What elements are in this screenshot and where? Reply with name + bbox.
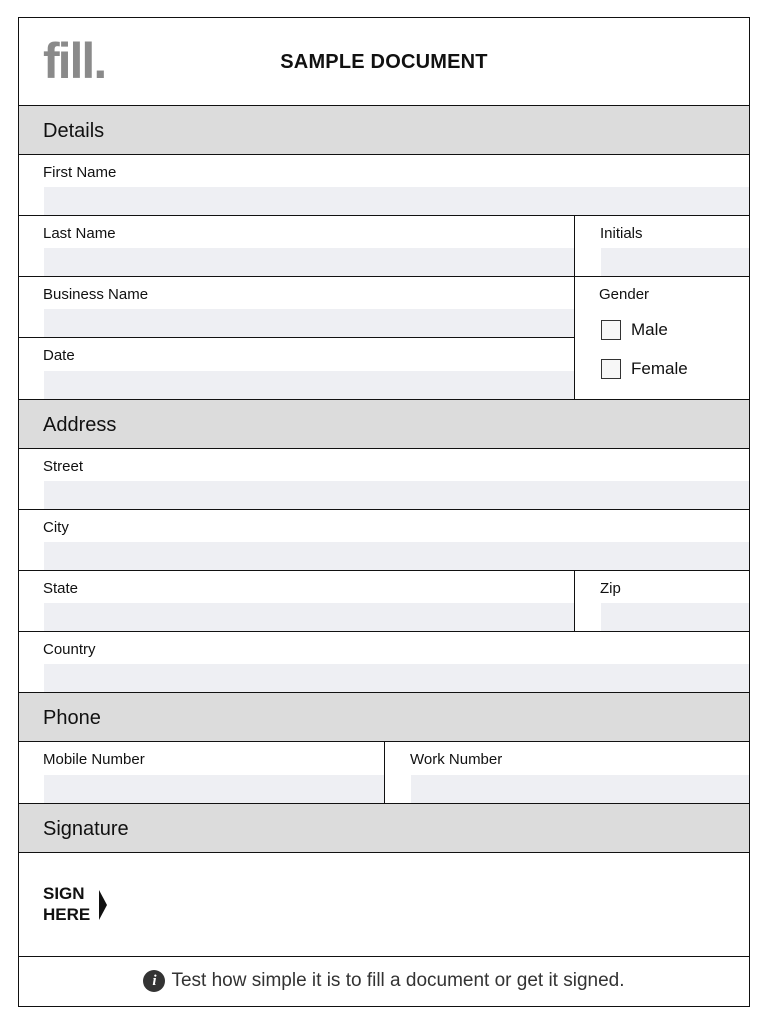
mobile-number-field (19, 742, 384, 803)
initials-input[interactable] (601, 248, 749, 276)
section-details (19, 106, 749, 155)
state-field (19, 571, 574, 631)
row-phone-numbers (19, 742, 749, 804)
section-signature-title: Signature (43, 818, 129, 840)
state-input[interactable] (44, 603, 574, 631)
last-name-input[interactable] (44, 248, 574, 276)
divider (574, 571, 575, 631)
male-label: Male (631, 320, 668, 339)
street-input[interactable] (44, 481, 749, 509)
section-phone-title: Phone (43, 707, 101, 729)
gender-option-female[interactable] (601, 359, 688, 379)
row-city (19, 510, 749, 571)
female-label: Female (631, 359, 688, 378)
zip-label: Zip (600, 580, 621, 597)
country-input[interactable] (44, 664, 749, 692)
row-last-name (19, 216, 749, 277)
business-name-label: Business Name (43, 286, 149, 303)
first-name-label: First Name (43, 164, 117, 181)
sign-here-label[interactable] (43, 883, 90, 925)
row-state-zip (19, 571, 749, 632)
street-label: Street (43, 458, 84, 475)
mobile-number-label: Mobile Number (43, 751, 145, 768)
date-label: Date (43, 347, 75, 364)
first-name-field (19, 155, 749, 215)
work-number-label: Work Number (410, 751, 503, 768)
divider (384, 742, 385, 803)
zip-input[interactable] (601, 603, 749, 631)
row-street (19, 449, 749, 510)
divider (574, 277, 575, 399)
document-title: SAMPLE DOCUMENT (280, 51, 488, 73)
initials-field (576, 216, 749, 276)
info-icon: i (143, 970, 165, 992)
sign-here-line1: SIGN (43, 884, 85, 903)
city-label: City (43, 519, 69, 536)
gender-option-male[interactable] (601, 320, 668, 340)
date-input[interactable] (44, 371, 574, 399)
last-name-label: Last Name (43, 225, 116, 242)
male-checkbox[interactable] (601, 320, 621, 340)
document-form (18, 17, 750, 1007)
country-label: Country (43, 641, 96, 658)
city-field (19, 510, 749, 570)
country-field (19, 632, 749, 692)
last-name-field (19, 216, 574, 276)
section-phone (19, 693, 749, 742)
section-address-title: Address (43, 414, 117, 436)
section-details-title: Details (43, 120, 105, 142)
initials-label: Initials (600, 225, 643, 242)
female-checkbox[interactable] (601, 359, 621, 379)
date-field (19, 338, 574, 399)
business-name-field (19, 277, 574, 338)
fill-logo: fill. (43, 33, 106, 89)
gender-label: Gender (599, 286, 650, 303)
zip-field (576, 571, 749, 631)
street-field (19, 449, 749, 509)
row-business-gender (19, 277, 749, 400)
first-name-input[interactable] (44, 187, 749, 215)
work-number-field (386, 742, 749, 803)
sign-arrow-icon (99, 890, 107, 920)
business-name-input[interactable] (44, 309, 574, 337)
row-first-name (19, 155, 749, 216)
work-number-input[interactable] (411, 775, 749, 803)
footer-text: Test how simple it is to fill a document or get it signed. (171, 970, 625, 991)
section-address (19, 400, 749, 449)
signature-area[interactable] (19, 853, 749, 957)
state-label: State (43, 580, 79, 597)
city-input[interactable] (44, 542, 749, 570)
footer (19, 956, 749, 1006)
document-header (19, 18, 749, 106)
divider (574, 216, 575, 276)
section-signature (19, 804, 749, 853)
row-country (19, 632, 749, 693)
mobile-number-input[interactable] (44, 775, 384, 803)
sign-here-line2: HERE (43, 905, 91, 924)
